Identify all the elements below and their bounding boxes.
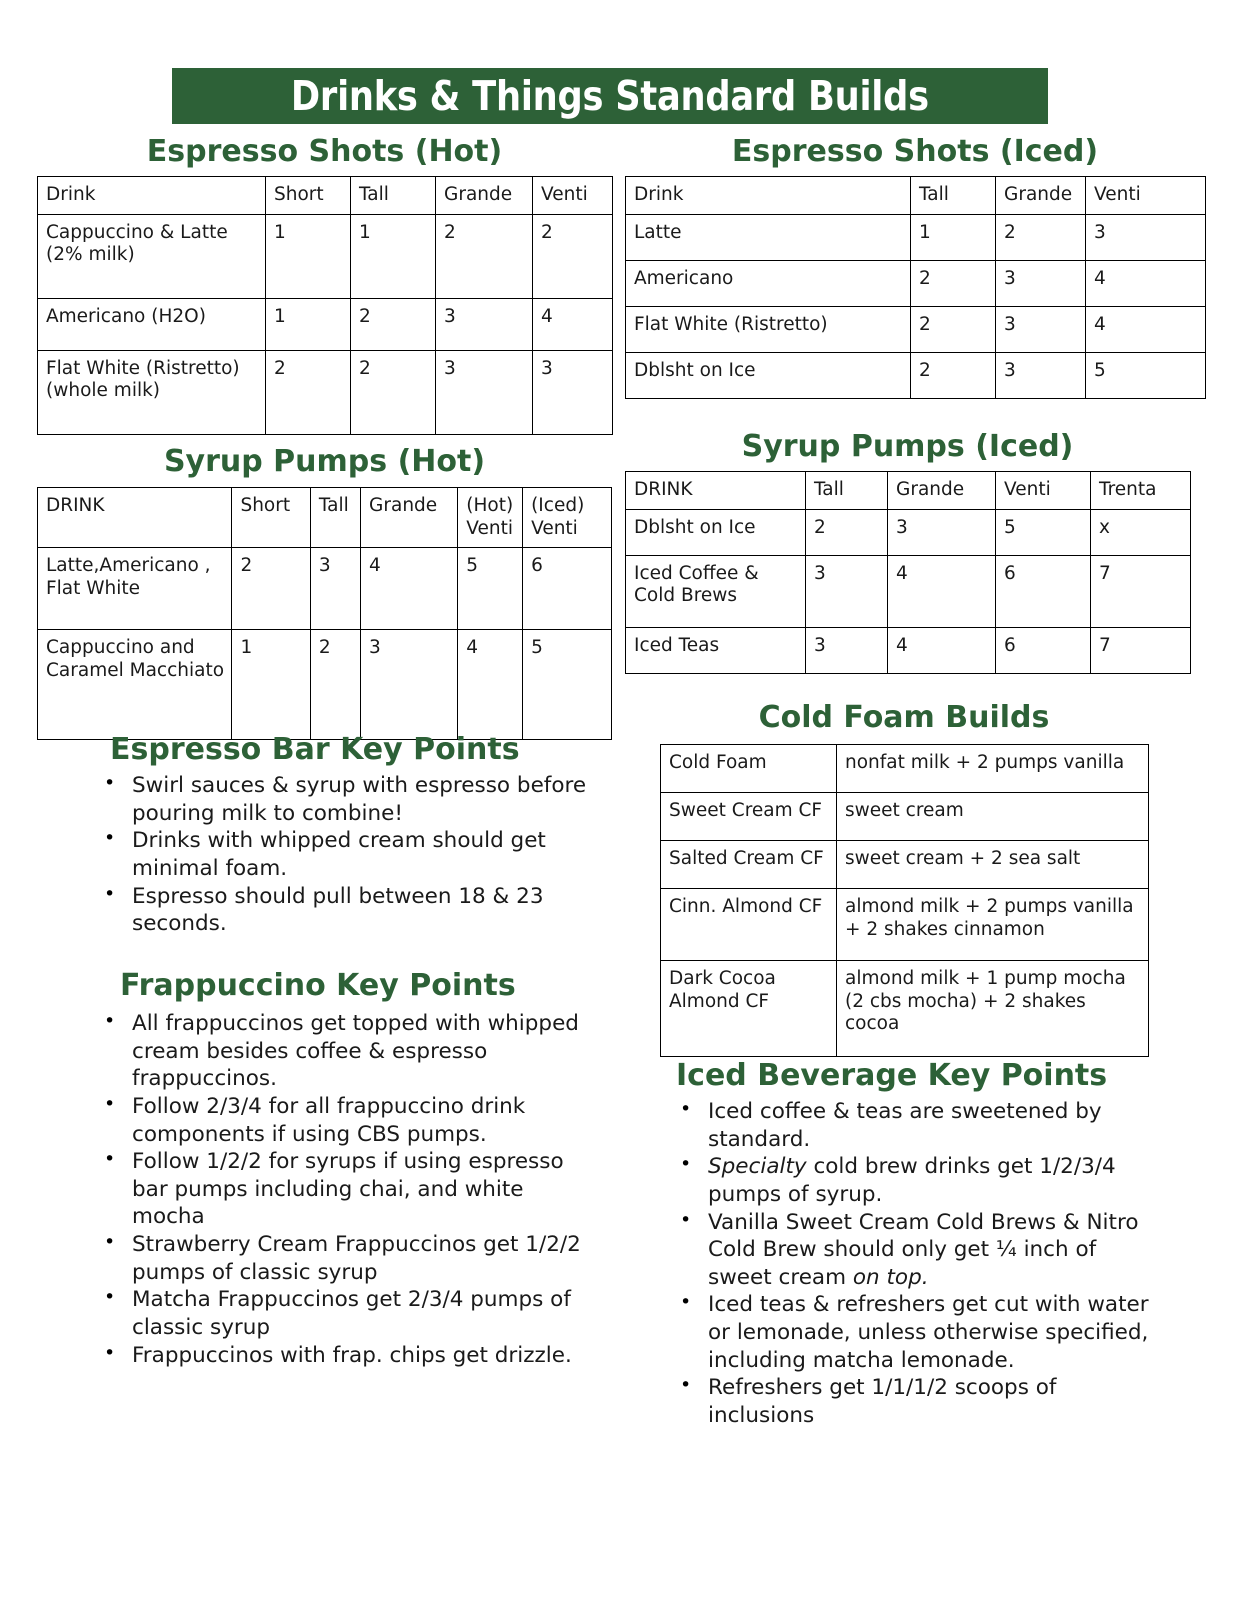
heading-iced-beverage-key-points: Iced Beverage Key Points bbox=[676, 1058, 1108, 1093]
cell-foam-build: sweet cream + 2 sea salt bbox=[837, 841, 1149, 889]
cell-foam-name: Salted Cream CF bbox=[661, 841, 837, 889]
cell-grande: 3 bbox=[996, 260, 1086, 306]
table-row bbox=[661, 889, 1149, 961]
table-row bbox=[626, 214, 1206, 260]
list-iced-beverage-key-points bbox=[638, 1098, 1158, 1430]
table-row bbox=[38, 548, 612, 630]
title-banner bbox=[172, 68, 1048, 124]
heading-espresso-shots-hot: Espresso Shots (Hot) bbox=[146, 134, 503, 169]
cell-tall: 2 bbox=[911, 306, 996, 352]
list-item: • Follow 2/3/4 for all frappuccino drink components if using CBS pumps. bbox=[102, 1093, 602, 1148]
col-header-drink: DRINK bbox=[38, 488, 232, 548]
cell-foam-build: almond milk + 1 pump mocha (2 cbs mocha) + 2 shakes cocoa bbox=[837, 961, 1149, 1057]
cell-iced-venti: 5 bbox=[523, 630, 612, 740]
heading-syrup-pumps-hot: Syrup Pumps (Hot) bbox=[163, 444, 486, 479]
table-row bbox=[38, 214, 613, 298]
cell-drink: Latte bbox=[626, 214, 911, 260]
heading-syrup-pumps-iced: Syrup Pumps (Iced) bbox=[741, 429, 1074, 464]
table-cold-foam-builds bbox=[660, 744, 1149, 1057]
cell-trenta: x bbox=[1091, 509, 1191, 555]
table-espresso-shots-iced bbox=[625, 176, 1206, 399]
cell-tall: 1 bbox=[351, 214, 436, 298]
cell-trenta: 7 bbox=[1091, 627, 1191, 673]
col-header-venti: Venti bbox=[996, 472, 1091, 510]
cell-tall: 3 bbox=[806, 627, 888, 673]
list-frappuccino-key-points bbox=[62, 1010, 602, 1369]
cell-grande: 2 bbox=[436, 214, 533, 298]
col-header-tall: Tall bbox=[806, 472, 888, 510]
cell-tall: 2 bbox=[351, 298, 436, 350]
cell-short: 2 bbox=[232, 548, 310, 630]
list-item: • Swirl sauces & syrup with espresso before pouring milk to combine! bbox=[102, 772, 592, 827]
cell-venti: 3 bbox=[1086, 214, 1206, 260]
list-item: • Drinks with whipped cream should get minimal foam. bbox=[102, 827, 592, 882]
col-header-grande: Grande bbox=[361, 488, 458, 548]
col-header-drink: Drink bbox=[38, 177, 266, 215]
list-item-text: Iced teas & refreshers get cut with water or lemonade, unless otherwise specified, including matcha lemonade. bbox=[708, 1292, 1149, 1373]
cell-venti: 6 bbox=[996, 555, 1091, 627]
col-header-iced-venti: (Iced) Venti bbox=[523, 488, 612, 548]
table-header-row bbox=[38, 177, 613, 215]
heading-cold-foam-builds: Cold Foam Builds bbox=[758, 700, 1050, 735]
cell-tall: 3 bbox=[310, 548, 360, 630]
cell-foam-build: almond milk + 2 pumps vanilla + 2 shakes cinnamon bbox=[837, 889, 1149, 961]
cell-drink: Flat White (Ristretto) (whole milk) bbox=[38, 350, 266, 434]
col-header-trenta: Trenta bbox=[1091, 472, 1191, 510]
cell-tall: 1 bbox=[911, 214, 996, 260]
col-header-grande: Grande bbox=[996, 177, 1086, 215]
heading-espresso-shots-iced: Espresso Shots (Iced) bbox=[731, 134, 1099, 169]
cell-short: 1 bbox=[232, 630, 310, 740]
table-row bbox=[626, 555, 1191, 627]
cell-venti: 3 bbox=[533, 350, 613, 434]
cell-grande: 4 bbox=[361, 548, 458, 630]
list-item-emphasis: on top. bbox=[852, 1264, 929, 1290]
list-item bbox=[678, 1374, 1158, 1429]
list-item: • Follow 1/2/2 for syrups if using espresso bar pumps including chai, and white mocha bbox=[102, 1148, 602, 1231]
table-row bbox=[661, 961, 1149, 1057]
table-row bbox=[626, 306, 1206, 352]
list-item-text: Iced coffee & teas are sweetened by standard. bbox=[708, 1099, 1102, 1152]
list-item: • Strawberry Cream Frappuccinos get 1/2/2 pumps of classic syrup bbox=[102, 1231, 602, 1286]
cell-foam-name: Dark Cocoa Almond CF bbox=[661, 961, 837, 1057]
cell-drink: Iced Teas bbox=[626, 627, 806, 673]
cell-tall: 3 bbox=[806, 555, 888, 627]
table-row bbox=[661, 745, 1149, 793]
cell-drink: Iced Coffee & Cold Brews bbox=[626, 555, 806, 627]
table-row bbox=[626, 509, 1191, 555]
cell-foam-name: Sweet Cream CF bbox=[661, 793, 837, 841]
cell-grande: 3 bbox=[436, 350, 533, 434]
cell-grande: 3 bbox=[436, 298, 533, 350]
cell-grande: 4 bbox=[888, 555, 996, 627]
cell-grande: 3 bbox=[996, 352, 1086, 398]
table-row bbox=[38, 350, 613, 434]
cell-venti: 5 bbox=[1086, 352, 1206, 398]
cell-short: 1 bbox=[266, 298, 351, 350]
list-item-text: cold brew drinks get 1/2/3/4 pumps of syrup. bbox=[708, 1154, 1116, 1207]
cell-venti: 4 bbox=[1086, 260, 1206, 306]
col-header-tall: Tall bbox=[351, 177, 436, 215]
table-row bbox=[661, 841, 1149, 889]
cell-drink: Americano bbox=[626, 260, 911, 306]
cell-short: 2 bbox=[266, 350, 351, 434]
heading-frappuccino-key-points: Frappuccino Key Points bbox=[120, 968, 516, 1003]
col-header-tall: Tall bbox=[310, 488, 360, 548]
list-item: • All frappuccinos get topped with whipped cream besides coffee & espresso frappuccinos. bbox=[102, 1010, 602, 1093]
table-row bbox=[38, 630, 612, 740]
cell-tall: 2 bbox=[351, 350, 436, 434]
cell-venti: 6 bbox=[996, 627, 1091, 673]
cell-grande: 3 bbox=[888, 509, 996, 555]
cell-drink: Cappuccino and Caramel Macchiato bbox=[38, 630, 232, 740]
col-header-venti: Venti bbox=[1086, 177, 1206, 215]
table-header-row bbox=[38, 488, 612, 548]
table-row bbox=[626, 352, 1206, 398]
cell-drink: Dblsht on Ice bbox=[626, 509, 806, 555]
cell-drink: Dblsht on Ice bbox=[626, 352, 911, 398]
col-header-short: Short bbox=[232, 488, 310, 548]
cell-venti: 4 bbox=[1086, 306, 1206, 352]
col-header-short: Short bbox=[266, 177, 351, 215]
table-row bbox=[661, 793, 1149, 841]
cell-grande: 4 bbox=[888, 627, 996, 673]
heading-espresso-bar-key-points: Espresso Bar Key Points bbox=[110, 732, 520, 767]
cell-drink: Americano (H2O) bbox=[38, 298, 266, 350]
table-header-row bbox=[626, 472, 1191, 510]
table-row bbox=[626, 627, 1191, 673]
table-syrup-pumps-hot bbox=[37, 487, 612, 740]
cell-grande: 2 bbox=[996, 214, 1086, 260]
table-syrup-pumps-iced bbox=[625, 471, 1191, 674]
table-row bbox=[626, 260, 1206, 306]
cell-short: 1 bbox=[266, 214, 351, 298]
cell-grande: 3 bbox=[361, 630, 458, 740]
list-item-text: Vanilla Sweet Cream Cold Brews & Nitro Cold Brew should only get ¼ inch of sweet cream bbox=[708, 1209, 1139, 1290]
col-header-tall: Tall bbox=[911, 177, 996, 215]
cell-grande: 3 bbox=[996, 306, 1086, 352]
list-item bbox=[678, 1291, 1158, 1374]
cell-foam-name: Cinn. Almond CF bbox=[661, 889, 837, 961]
list-item: • Espresso should pull between 18 & 23 seconds. bbox=[102, 883, 592, 938]
list-item bbox=[678, 1098, 1158, 1153]
col-header-hot-venti: (Hot) Venti bbox=[458, 488, 523, 548]
cell-venti: 5 bbox=[996, 509, 1091, 555]
cell-venti: 4 bbox=[533, 298, 613, 350]
cell-tall: 2 bbox=[911, 260, 996, 306]
list-item bbox=[678, 1153, 1158, 1208]
col-header-grande: Grande bbox=[436, 177, 533, 215]
cell-drink: Latte,Americano , Flat White bbox=[38, 548, 232, 630]
cell-venti: 2 bbox=[533, 214, 613, 298]
col-header-grande: Grande bbox=[888, 472, 996, 510]
cell-foam-build: nonfat milk + 2 pumps vanilla bbox=[837, 745, 1149, 793]
cell-hot-venti: 5 bbox=[458, 548, 523, 630]
list-item-text: Refreshers get 1/1/1/2 scoops of inclusions bbox=[708, 1375, 1057, 1428]
cell-drink: Flat White (Ristretto) bbox=[626, 306, 911, 352]
page-title: Drinks & Things Standard Builds bbox=[291, 71, 929, 120]
cell-drink: Cappuccino & Latte (2% milk) bbox=[38, 214, 266, 298]
table-header-row bbox=[626, 177, 1206, 215]
col-header-drink: Drink bbox=[626, 177, 911, 215]
table-espresso-shots-hot bbox=[37, 176, 613, 435]
cell-iced-venti: 6 bbox=[523, 548, 612, 630]
col-header-drink: DRINK bbox=[626, 472, 806, 510]
list-item-emphasis: Specialty bbox=[708, 1154, 807, 1180]
list-item: • Matcha Frappuccinos get 2/3/4 pumps of classic syrup bbox=[102, 1286, 602, 1341]
table-row bbox=[38, 298, 613, 350]
list-item bbox=[678, 1209, 1158, 1292]
list-espresso-bar-key-points bbox=[62, 772, 592, 938]
cell-hot-venti: 4 bbox=[458, 630, 523, 740]
cell-tall: 2 bbox=[310, 630, 360, 740]
list-item: • Frappuccinos with frap. chips get drizzle. bbox=[102, 1342, 602, 1370]
cell-tall: 2 bbox=[911, 352, 996, 398]
cell-foam-build: sweet cream bbox=[837, 793, 1149, 841]
cell-foam-name: Cold Foam bbox=[661, 745, 837, 793]
col-header-venti: Venti bbox=[533, 177, 613, 215]
cell-trenta: 7 bbox=[1091, 555, 1191, 627]
cell-tall: 2 bbox=[806, 509, 888, 555]
